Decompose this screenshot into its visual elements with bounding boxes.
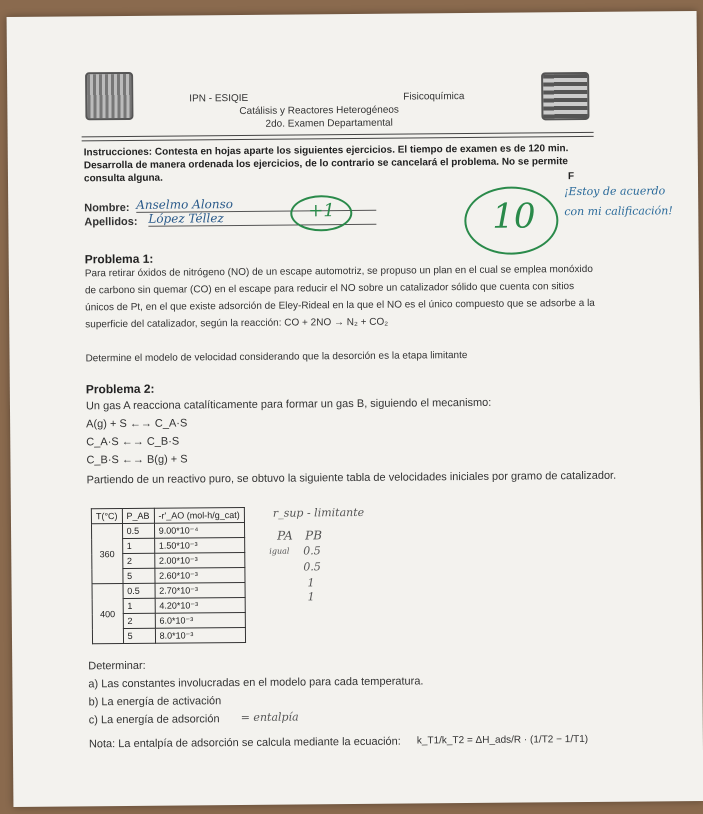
note-rsup: r_sup - limitante xyxy=(272,505,365,520)
instructions-text: Instrucciones: Contesta en hojas aparte los siguientes ejercicios. El tiempo de examen es de 120 min. Desarrolla de manera ordenada los ejercicios, de lo contrario se cancelará el problema. No se permite consulta alguna. xyxy=(83,143,569,185)
equation: k_T1/k_T2 = ΔH_ads/R · (1/T2 − 1/T1) xyxy=(416,733,589,747)
bonus-mark: +1 xyxy=(308,200,335,222)
problem1-text: Para retirar óxidos de nitrógeno (NO) de un escape automotriz, se propuso un plan en el cual se emplea monóxido de carbono sin quemar (CO) en el escape para reducir el NO sobre un catalizador sólido que cuenta con sitios únicos de Pt, en el que existe adsorción de Eley-Rideal en la que el NO es el único compuesto que se adsorbe a la superficie del catalizador, según la reacción: CO + 2NO → N₂ + CO₂ xyxy=(84,263,595,331)
mechanism-step-3: C_B·S ←→ B(g) + S xyxy=(86,453,188,467)
ipn-logo-icon xyxy=(85,72,133,120)
determine-label: Determinar: xyxy=(88,659,146,673)
note-v2: 0.5 xyxy=(303,560,321,574)
exam-sheet xyxy=(7,11,703,807)
note-v4: 1 xyxy=(307,590,315,604)
table-cell: 4.20*10⁻³ xyxy=(155,597,245,613)
item-c: c) La energía de adsorción xyxy=(88,713,220,727)
note-text: Nota: La entalpía de adsorción se calcula mediante la ecuación: xyxy=(88,735,401,751)
table-cell: 8.0*10⁻³ xyxy=(155,627,245,643)
table-intro: Partiendo de un reactivo puro, se obtuvo la siguiente tabla de velocidades iniciales por gramo de catalizador. xyxy=(86,469,617,487)
table-cell: 6.0*10⁻³ xyxy=(155,612,245,628)
table-temp-360: 360 xyxy=(91,524,122,584)
header-course: Catálisis y Reactores Heterogéneos xyxy=(239,104,399,117)
name-value: Anselmo Alonso xyxy=(136,196,376,213)
note-igual: igual xyxy=(269,546,290,556)
problem1-task: Determine el modelo de velocidad considerando que la desorción es la etapa limitante xyxy=(85,350,468,365)
header-school: IPN - ESIQIE xyxy=(189,92,249,105)
note-v1: 0.5 xyxy=(303,544,321,558)
table-cell: 1 xyxy=(123,598,155,613)
surname-value: López Téllez xyxy=(148,210,376,227)
note-pa: PA xyxy=(277,528,293,543)
instructions-mark: F xyxy=(567,171,575,183)
table-header-t: T(°C) xyxy=(91,509,122,524)
table-cell: 9.00*10⁻⁴ xyxy=(154,522,244,538)
table-cell: 1 xyxy=(122,538,154,553)
note-v3: 1 xyxy=(307,576,315,590)
table-cell: 2.60*10⁻³ xyxy=(154,567,244,583)
name-label: Nombre: xyxy=(84,201,130,215)
table-cell: 5 xyxy=(123,628,155,643)
table-cell: 2 xyxy=(123,613,155,628)
mechanism-step-2: C_A·S ←→ C_B·S xyxy=(86,435,180,449)
table-cell: 2.00*10⁻³ xyxy=(154,552,244,568)
mechanism-step-1: A(g) + S ←→ C_A·S xyxy=(86,417,188,431)
table-cell: 0.5 xyxy=(122,523,154,538)
item-a: a) Las constantes involucradas en el modelo para cada temperatura. xyxy=(88,675,424,691)
table-cell: 0.5 xyxy=(123,583,155,598)
table-header-p: P_AB xyxy=(122,508,154,523)
header-divider-2 xyxy=(82,136,594,141)
problem2-title: Problema 2: xyxy=(85,381,155,397)
table-cell: 2 xyxy=(122,553,154,568)
note-pb: PB xyxy=(305,528,323,543)
surname-label: Apellidos: xyxy=(84,215,138,229)
item-b: b) La energía de activación xyxy=(88,695,222,709)
problem1-title: Problema 1: xyxy=(84,251,154,267)
problem2-intro: Un gas A reacciona catalíticamente para formar un gas B, siguiendo el mecanismo: xyxy=(85,396,492,413)
score-mark: 10 xyxy=(492,196,536,237)
grade-comment: ¡Estoy de acuerdo con mi calificación! xyxy=(564,184,673,219)
table-temp-400: 400 xyxy=(92,584,123,644)
rate-table xyxy=(91,507,246,644)
header-subject: Fisicoquímica xyxy=(403,91,465,103)
item-c-note: = entalpía xyxy=(240,710,299,725)
table-cell: 5 xyxy=(122,568,154,583)
table-cell: 2.70*10⁻³ xyxy=(155,582,245,598)
table-cell: 1.50*10⁻³ xyxy=(154,537,244,553)
table-header-r: -r'_AO (mol-h/g_cat) xyxy=(154,507,244,523)
esiqie-logo-icon xyxy=(541,72,589,120)
header-exam: 2do. Examen Departamental xyxy=(265,117,393,130)
